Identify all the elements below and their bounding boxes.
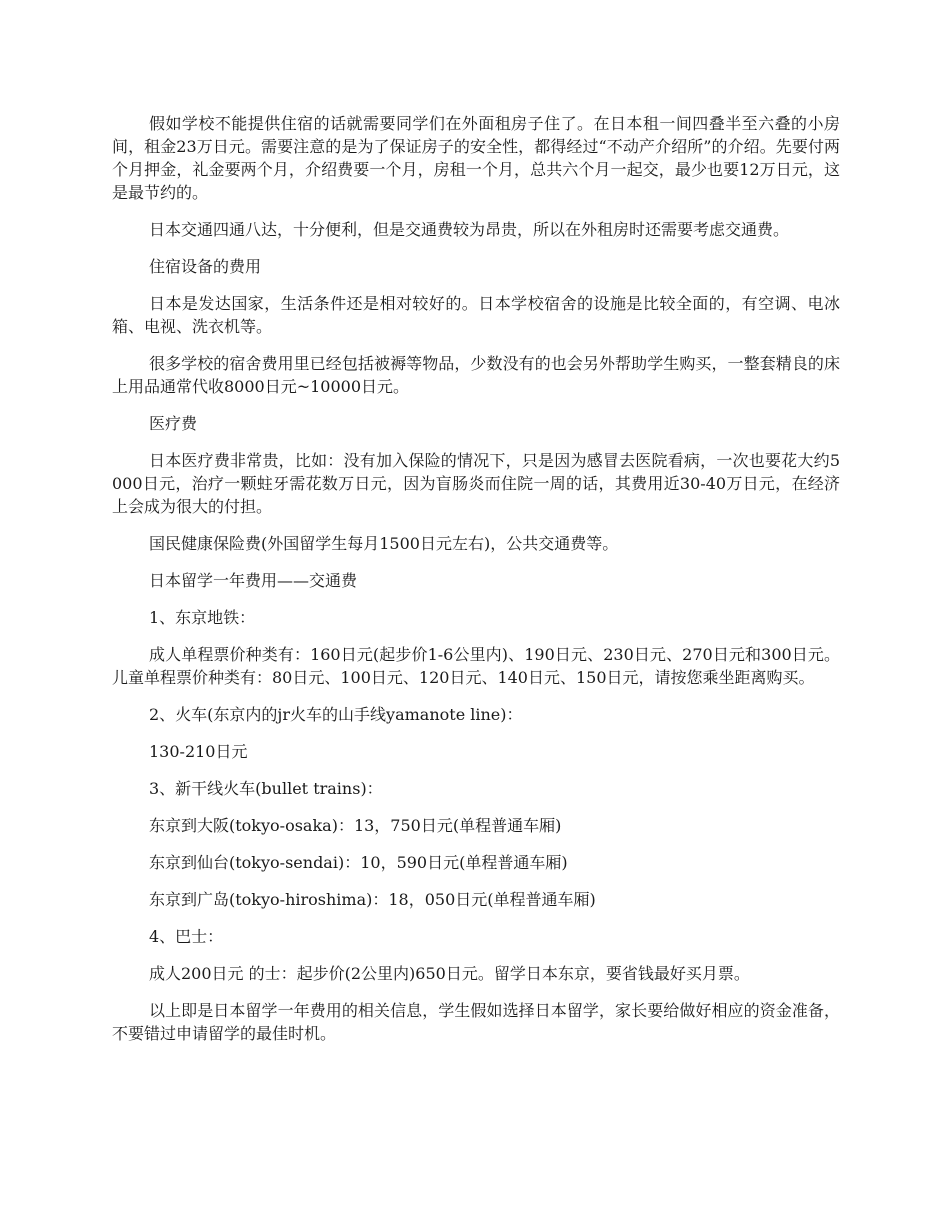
paragraph-transport-note: 日本交通四通八达，十分便利，但是交通费较为昂贵，所以在外租房时还需要考虑交通费。 <box>149 220 790 239</box>
paragraph-conclusion: 以上即是日本留学一年费用的相关信息，学生假如选择日本留学，家长要给做好相应的资金准备，不要错过申请留学的最佳时机。 <box>112 1001 840 1043</box>
list-item-train: 2、火车(东京内的jr火车的山手线yamanote line)： <box>149 705 523 724</box>
list-item-bus: 4、巴士： <box>149 927 224 946</box>
heading-medical: 医疗费 <box>149 414 198 433</box>
list-item-subway: 1、东京地铁： <box>149 608 256 627</box>
document-body <box>112 112 840 1059</box>
heading-transport: 日本留学一年费用——交通费 <box>149 571 358 590</box>
paragraph-bedding: 很多学校的宿舍费用里已经包括被褥等物品，少数没有的也会另外帮助学生购买，一整套精良的床上用品通常代收8000日元~10000日元。 <box>112 354 840 396</box>
paragraph-subway-fares: 成人单程票价种类有：160日元(起步价1-6公里内)、190日元、230日元、270日元和300日元。儿童单程票价种类有：80日元、100日元、120日元、140日元、150日元，请按您乘坐距离购买。 <box>112 645 840 687</box>
fare-tokyo-osaka: 东京到大阪(tokyo-osaka)：13，750日元(单程普通车厢) <box>149 816 562 835</box>
paragraph-insurance: 国民健康保险费(外国留学生每月1500日元左右)，公共交通费等。 <box>149 534 619 553</box>
paragraph-bus-taxi: 成人200日元 的士：起步价(2公里内)650日元。留学日本东京，要省钱最好买月票。 <box>149 964 750 983</box>
paragraph-medical-costs: 日本医疗费非常贵，比如：没有加入保险的情况下，只是因为感冒去医院看病，一次也要花大约5000日元，治疗一颗蛀牙需花数万日元，因为盲肠炎而住院一周的话，其费用近30-40万日元，在经济上会成为很大的付担。 <box>112 451 840 516</box>
paragraph-train-fares: 130-210日元 <box>149 742 248 761</box>
fare-tokyo-sendai: 东京到仙台(tokyo-sendai)：10，590日元(单程普通车厢) <box>149 853 568 872</box>
paragraph-dorm-facilities: 日本是发达国家，生活条件还是相对较好的。日本学校宿舍的设施是比较全面的，有空调、电冰箱、电视、洗衣机等。 <box>112 294 840 336</box>
paragraph-housing-rent: 假如学校不能提供住宿的话就需要同学们在外面租房子住了。在日本租一间四叠半至六叠的小房间，租金23万日元。需要注意的是为了保证房子的安全性，都得经过“不动产介绍所”的介绍。先要付两个月押金，礼金要两个月，介绍费要一个月，房租一个月，总共六个月一起交，最少也要12万日元，这是最节约的。 <box>112 114 840 202</box>
heading-housing-equipment: 住宿设备的费用 <box>149 257 262 276</box>
list-item-shinkansen: 3、新干线火车(bullet trains)： <box>149 779 383 798</box>
fare-tokyo-hiroshima: 东京到广岛(tokyo-hiroshima)：18，050日元(单程普通车厢) <box>149 890 596 909</box>
